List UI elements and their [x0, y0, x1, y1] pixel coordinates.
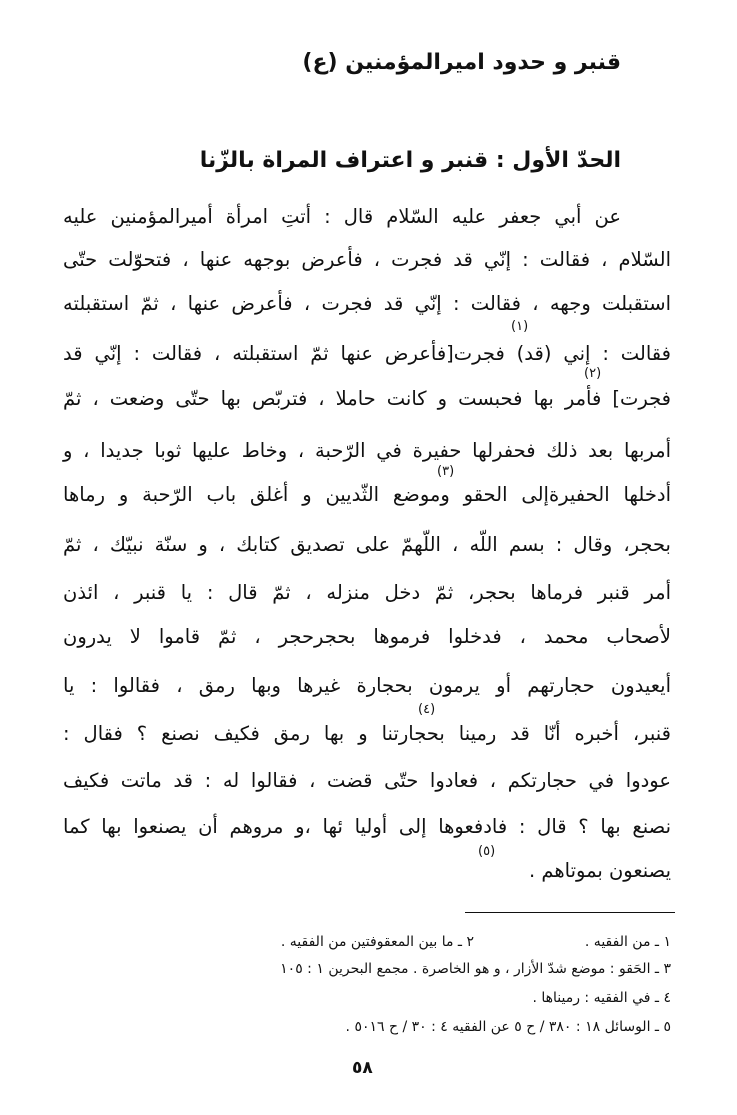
- body-line: نصنع بها ؟ قال : فادفعوها إلى أوليا ئها ،و مروهم أن يصنعوا بها كما: [63, 815, 671, 838]
- footnote-marker: (٤): [418, 702, 436, 717]
- body-line: السّلام ، فقالت : إنّي قد فجرت ، فأعرض بوجهه عنها ، فتحوّلت حتّى: [63, 248, 671, 271]
- footnote: ٢ ـ ما بين المعقوفتين من الفقيه .: [280, 934, 474, 950]
- footnote: ٣ ـ الحَقو : موضع شدّ الأزار ، و هو الخاصرة . مجمع البحرين ١ : ١٠٥: [280, 961, 671, 977]
- body-line: بحجر، وقال : بسم اللّه ، اللّهمّ على تصديق كتابك ، و سنّة نبيّك ، ثمّ: [63, 533, 671, 556]
- page-number: ٥٨: [352, 1058, 373, 1078]
- footnote-marker: (٢): [584, 366, 602, 381]
- section-title: الحدّ الأول : قنبر و اعتراف المراة بالزّنا: [199, 148, 621, 173]
- body-line: فقالت : إني (قد) فجرت[فأعرض عنها ثمّ استقبلته ، فقالت : إنّي قد: [63, 342, 671, 365]
- footnote: ٤ ـ في الفقيه : رميناها .: [532, 990, 671, 1006]
- body-line: عن أبي جعفر عليه السّلام قال : أتتِ امرأة أميرالمؤمنين عليه: [63, 205, 621, 228]
- footnote-marker: (١): [511, 319, 529, 334]
- body-line: أمر قنبر فرماها بحجر، ثمّ دخل منزله ، ثمّ قال : يا قنبر ، ائذن: [63, 581, 671, 604]
- footnote: ١ ـ من الفقيه .: [584, 934, 671, 950]
- body-line: قنبر، أخبره أنّا قد رمينا بحجارتنا و بها رمق فكيف نصنع ؟ فقال :: [63, 722, 671, 745]
- body-line: يصنعون بموتاهم .: [528, 859, 671, 882]
- footnote-marker: (٣): [437, 464, 455, 479]
- footnote-separator: [465, 912, 675, 913]
- body-line: أيعيدون حجارتهم أو يرمون بحجارة غيرها وبها رمق ، فقالوا : يا: [63, 674, 671, 697]
- body-line: فجرت] فأمر بها فحبست و كانت حاملا ، فتربّص بها حتّى وضعت ، ثمّ: [63, 387, 671, 410]
- body-line: لأصحاب محمد ، فدخلوا فرموها بحجرحجر ، ثمّ قاموا لا يدرون: [63, 625, 671, 648]
- footnote: ٥ ـ الوسائل ١٨ : ٣٨٠ / ح ٥ عن الفقيه ٤ : ٣٠ / ح ٥٠١٦ .: [345, 1019, 671, 1035]
- body-line: عودوا في حجارتكم ، فعادوا حتّى قضت ، فقالوا له : قد ماتت فكيف: [63, 769, 671, 792]
- body-line: أمربها بعد ذلك فحفرلها حفيرة في الرّحبة ، وخاط عليها ثوبا جديدا ، و: [63, 439, 671, 462]
- footnote-marker: (٥): [478, 844, 496, 859]
- body-line: استقبلت وجهه ، فقالت : إنّي قد فجرت ، فأعرض عنها ، ثمّ استقبلته: [63, 292, 671, 315]
- chapter-title: قنبر و حدود اميرالمؤمنين (ع): [302, 50, 621, 75]
- body-line: أدخلها الحفيرةإلى الحقو وموضع الثّديين و أغلق باب الرّحبة و رماها: [63, 483, 671, 506]
